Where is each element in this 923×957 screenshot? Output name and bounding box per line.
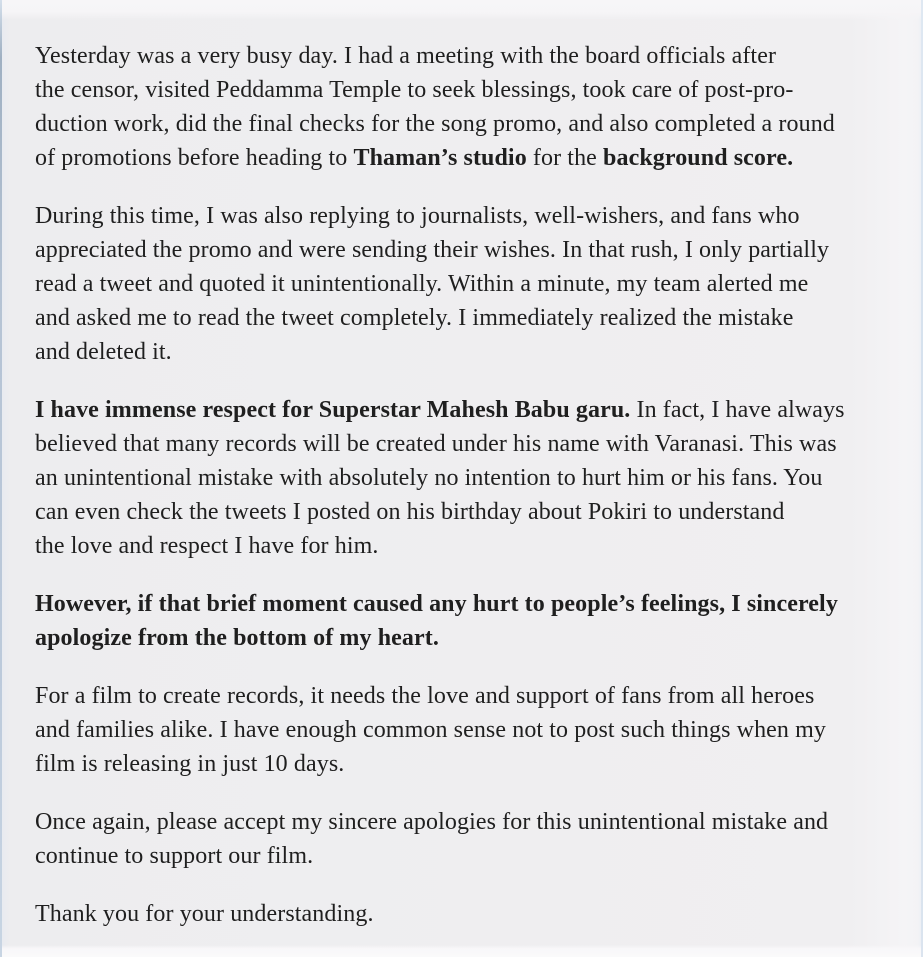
text-run: the censor, visited Peddamma Temple to seek blessings, took care of post-pro- <box>35 77 794 103</box>
text-run: Thaman’s studio <box>353 145 527 171</box>
text-line <box>35 73 895 107</box>
text-run: for the <box>526 145 604 171</box>
text-run: During this time, I was also replying to journalists, well-wishers, and fans who <box>35 203 800 229</box>
text-run: continue to support our film. <box>35 843 314 869</box>
text-run: film is releasing in just 10 days. <box>35 751 345 777</box>
text-run: and deleted it. <box>35 339 172 365</box>
text-run: . <box>787 145 794 171</box>
text-line <box>35 621 895 655</box>
text-run: can even check the tweets I posted on his birthday about Pokiri to understand <box>35 499 785 525</box>
text-run: However, if that brief moment caused any hurt to people’s feelings, I sincerely <box>35 591 838 617</box>
text-line <box>35 301 895 335</box>
text-line <box>35 141 895 175</box>
text-run: of promotions before heading to <box>35 145 354 171</box>
text-run: In fact, I have always <box>630 397 845 423</box>
text-line <box>35 233 895 267</box>
text-run: and asked me to read the tweet completely. I immediately realized the mistake <box>35 305 794 331</box>
text-line <box>35 393 895 427</box>
paragraph <box>35 39 895 175</box>
text-run: duction work, did the final checks for the song promo, and also completed a round <box>35 111 835 137</box>
text-run: and families alike. I have enough common sense not to post such things when my <box>35 717 826 743</box>
text-run: background score <box>603 145 788 171</box>
text-line <box>35 495 895 529</box>
paragraph <box>35 587 895 655</box>
text-line <box>35 199 895 233</box>
paragraph <box>35 805 895 873</box>
text-line <box>35 587 895 621</box>
text-line <box>35 805 895 839</box>
text-run: I have immense respect for Superstar Mahesh Babu garu. <box>35 397 631 423</box>
paragraph <box>35 897 895 931</box>
paragraph <box>35 199 895 369</box>
text-line <box>35 839 895 873</box>
paragraph <box>35 679 895 781</box>
text-line <box>35 267 895 301</box>
text-run: Yesterday was a very busy day. I had a meeting with the board officials after <box>35 43 777 69</box>
text-line <box>35 461 895 495</box>
text-line <box>35 39 895 73</box>
text-line <box>35 529 895 563</box>
text-line <box>35 107 895 141</box>
photo-left-edge <box>0 0 2 957</box>
text-run: read a tweet and quoted it unintentionally. Within a minute, my team alerted me <box>35 271 809 297</box>
text-run: appreciated the promo and were sending their wishes. In that rush, I only partially <box>35 237 830 263</box>
photo-top-glare <box>0 0 923 20</box>
statement-body <box>35 39 895 955</box>
paragraph <box>35 393 895 563</box>
text-run: believed that many records will be created under his name with Varanasi. This was <box>35 431 837 457</box>
text-run: an unintentional mistake with absolutely no intention to hurt him or his fans. You <box>35 465 823 491</box>
text-run: Thank you for your understanding. <box>35 901 374 927</box>
text-line <box>35 679 895 713</box>
text-line <box>35 897 895 931</box>
text-line <box>35 747 895 781</box>
text-run: Once again, please accept my sincere apologies for this unintentional mistake and <box>35 809 829 835</box>
text-run: apologize from the bottom of my heart. <box>35 625 439 651</box>
text-run: For a film to create records, it needs the love and support of fans from all heroes <box>35 683 815 709</box>
text-line <box>35 713 895 747</box>
text-run: the love and respect I have for him. <box>35 533 379 559</box>
text-line <box>35 427 895 461</box>
text-line <box>35 335 895 369</box>
